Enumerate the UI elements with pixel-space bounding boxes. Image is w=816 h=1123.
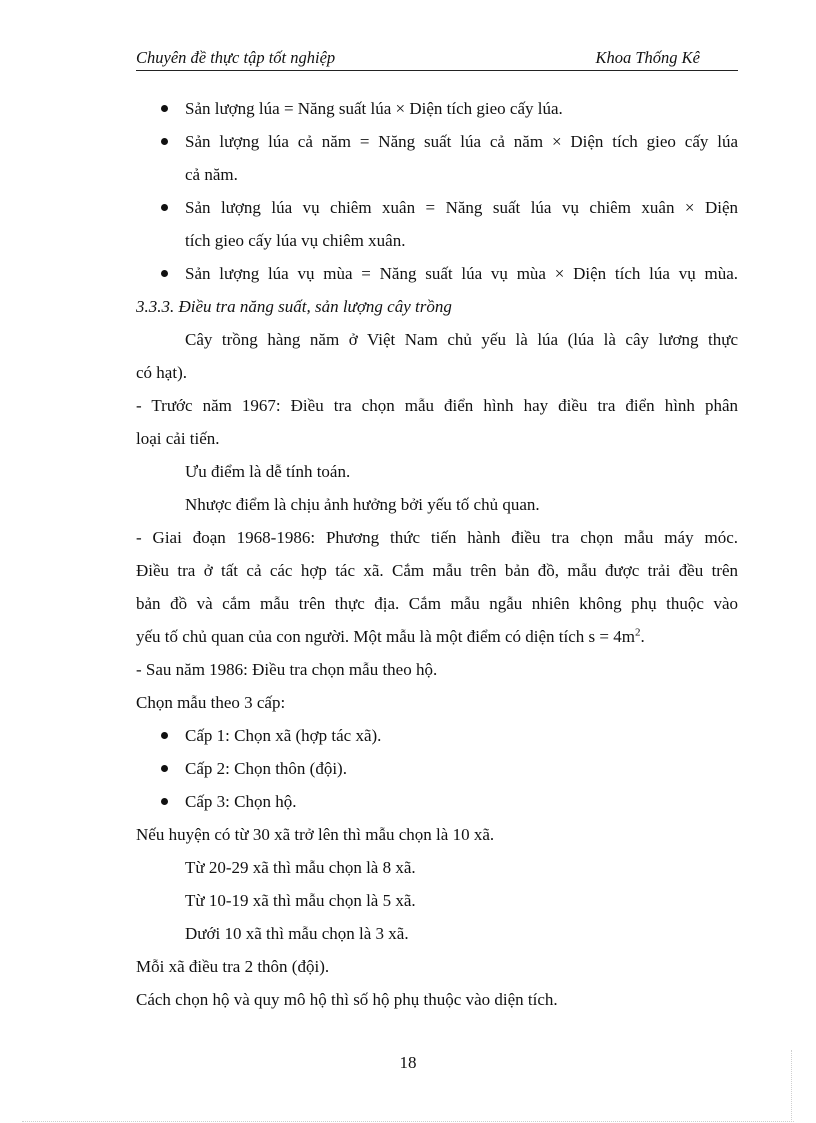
bullet-item: Cấp 2: Chọn thôn (đội). bbox=[136, 752, 738, 785]
bullet-item: Sản lượng lúa vụ chiêm xuân = Năng suất lúa vụ chiêm xuân × Diện bbox=[136, 191, 738, 224]
page-header bbox=[136, 46, 738, 71]
bullet-item: Cấp 1: Chọn xã (hợp tác xã). bbox=[136, 719, 738, 752]
footer-divider bbox=[22, 1121, 794, 1122]
section-heading: 3.3.3. Điều tra năng suất, sản lượng cây trồng bbox=[136, 297, 452, 316]
bullet-continuation: cả năm. bbox=[185, 165, 238, 184]
edge-divider bbox=[791, 1050, 792, 1122]
paragraph-line: - Giai đoạn 1968-1986: Phương thức tiến hành điều tra chọn mẫu máy móc. bbox=[136, 528, 738, 547]
paragraph-line: Điều tra ở tất cả các hợp tác xã. Cắm mẫu trên bản đồ, mẫu được trải đều trên bbox=[136, 561, 738, 580]
paragraph-line: có hạt). bbox=[136, 363, 187, 382]
bullet-icon bbox=[161, 765, 168, 772]
bullet-icon bbox=[161, 270, 168, 277]
paragraph-line: Chọn mẫu theo 3 cấp: bbox=[136, 693, 286, 712]
bullet-item: Sản lượng lúa cả năm = Năng suất lúa cả năm × Diện tích gieo cấy lúa bbox=[136, 125, 738, 158]
paragraph-line: Từ 20-29 xã thì mẫu chọn là 8 xã. bbox=[185, 858, 416, 877]
paragraph-line: Nhược điểm là chịu ảnh hưởng bởi yếu tố chủ quan. bbox=[185, 495, 540, 514]
paragraph-line: - Trước năm 1967: Điều tra chọn mẫu điển hình hay điều tra điển hình phân bbox=[136, 396, 738, 415]
bullet-icon bbox=[161, 798, 168, 805]
paragraph-line: Cây trồng hàng năm ở Việt Nam chủ yếu là lúa (lúa là cây lương thực bbox=[185, 330, 738, 349]
page-content bbox=[136, 92, 738, 1016]
bullet-icon bbox=[161, 732, 168, 739]
bullet-icon bbox=[161, 105, 168, 112]
bullet-item: Cấp 3: Chọn hộ. bbox=[136, 785, 738, 818]
header-title: Chuyên đề thực tập tốt nghiệp bbox=[136, 48, 336, 67]
header-department: Khoa Thống Kê bbox=[595, 48, 700, 67]
page-number: 18 bbox=[399, 1053, 417, 1072]
bullet-icon bbox=[161, 204, 168, 211]
paragraph-line: Cách chọn hộ và quy mô hộ thì số hộ phụ thuộc vào diện tích. bbox=[136, 990, 558, 1009]
paragraph-line: bản đồ và cắm mẫu trên thực địa. Cắm mẫu ngẫu nhiên không phụ thuộc vào bbox=[136, 594, 738, 613]
paragraph-line: yếu tố chủ quan của con người. Một mẫu là một điểm có diện tích $s = 4m^2$. bbox=[136, 626, 645, 646]
bullet-continuation: tích gieo cấy lúa vụ chiêm xuân. bbox=[185, 231, 406, 250]
paragraph-line: Mỗi xã điều tra 2 thôn (đội). bbox=[136, 957, 330, 976]
paragraph-line: Nếu huyện có từ 30 xã trở lên thì mẫu chọn là 10 xã. bbox=[136, 825, 495, 844]
paragraph-line: Từ 10-19 xã thì mẫu chọn là 5 xã. bbox=[185, 891, 416, 910]
bullet-item: Sản lượng lúa = Năng suất lúa × Diện tích gieo cấy lúa. bbox=[136, 92, 738, 125]
paragraph-line: loại cải tiến. bbox=[136, 429, 220, 448]
paragraph-line: Ưu điểm là dễ tính toán. bbox=[185, 462, 351, 481]
paragraph-line: Dưới 10 xã thì mẫu chọn là 3 xã. bbox=[185, 924, 409, 943]
area-superscript: 2 bbox=[634, 626, 641, 639]
bullet-icon bbox=[161, 138, 168, 145]
paragraph-line: - Sau năm 1986: Điều tra chọn mẫu theo hộ. bbox=[136, 660, 438, 679]
bullet-item: Sản lượng lúa vụ mùa = Năng suất lúa vụ mùa × Diện tích lúa vụ mùa. bbox=[136, 257, 738, 290]
